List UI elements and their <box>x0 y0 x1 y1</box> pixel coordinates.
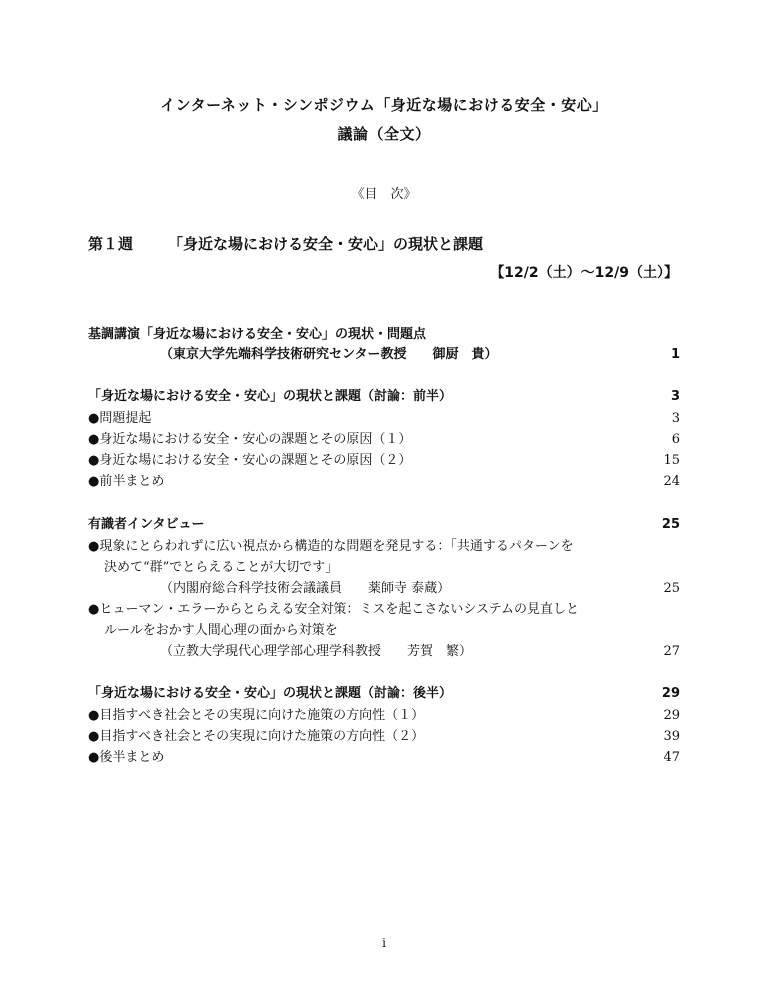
toc-entry-label: ●後半まとめ <box>88 750 165 765</box>
toc-entry <box>88 728 680 746</box>
week-heading <box>88 233 483 254</box>
interview-1-page: 25 <box>663 581 680 596</box>
keynote-title-line <box>88 326 680 344</box>
first-half-page: 3 <box>670 389 680 404</box>
toc-entry-label: ●問題提起 <box>88 411 152 426</box>
keynote-page: 1 <box>670 347 680 362</box>
toc-entry <box>88 749 680 767</box>
toc-entry-label: ●前半まとめ <box>88 474 165 489</box>
interview-1-line-2 <box>88 559 680 577</box>
toc-entry-label: ●目指すべき社会とその実現に向けた施策の方向性（１） <box>88 708 425 723</box>
toc-entry-page: 47 <box>663 750 680 765</box>
toc-entry <box>88 431 680 449</box>
toc-entry-page: 6 <box>671 432 680 447</box>
week-number: 第１週 <box>88 235 134 253</box>
second-half-page: 29 <box>661 686 680 701</box>
document-subtitle: 議論（全文） <box>337 125 431 143</box>
week-date-range: 【12/2（土）～12/9（土）】 <box>490 265 678 281</box>
interviews-title-line <box>88 516 680 534</box>
toc-label: 《目 次》 <box>351 187 417 202</box>
interview-2-title-1: ●ヒューマン・エラーからとらえる安全対策：ミスを起こさないシステムの見直しと <box>88 602 580 617</box>
first-half-title: 「身近な場における安全・安心」の現状と課題（討論：前半） <box>88 389 453 404</box>
toc-entry <box>88 410 680 428</box>
interview-2-page: 27 <box>663 644 680 659</box>
second-half-title: 「身近な場における安全・安心」の現状と課題（討論：後半） <box>88 686 453 701</box>
interviews-page: 25 <box>661 517 680 532</box>
keynote-title: 基調講演「身近な場における安全・安心」の現状・問題点 <box>88 327 427 342</box>
page-number: i <box>382 936 386 950</box>
keynote-speaker: （東京大学先端科学技術研究センター教授 御厨 貴） <box>160 347 498 362</box>
interview-1-title-2: 決めて“群”でとらえることが大切です」 <box>104 560 339 575</box>
toc-entry-label: ●身近な場における安全・安心の課題とその原因（２） <box>88 453 412 468</box>
toc-entry <box>88 473 680 491</box>
toc-entry-page: 29 <box>663 708 680 723</box>
interview-1-speaker: （内閣府総合科学技術会議議員 薬師寺 泰蔵） <box>160 581 451 596</box>
toc-entry-page: 3 <box>671 411 680 426</box>
second-half-title-line <box>88 685 680 703</box>
keynote-speaker-line <box>88 346 680 364</box>
toc-entry-label: ●目指すべき社会とその実現に向けた施策の方向性（２） <box>88 729 425 744</box>
toc-entry <box>88 707 680 725</box>
interviews-title: 有識者インタビュー <box>88 517 205 532</box>
interview-2-speaker: （立教大学現代心理学部心理学科教授 芳賀 繁） <box>160 644 473 659</box>
interview-1-speaker-line <box>88 580 680 598</box>
interview-1-line-1 <box>88 538 680 556</box>
toc-entry <box>88 452 680 470</box>
first-half-title-line <box>88 388 680 406</box>
toc-entry-page: 15 <box>663 453 680 468</box>
week-title: 「身近な場における安全・安心」の現状と課題 <box>168 235 484 253</box>
interview-2-title-2: ルールをおかす人間心理の面から対策を <box>104 623 338 638</box>
toc-entry-page: 24 <box>663 474 680 489</box>
interview-2-line-1 <box>88 601 680 619</box>
document-title: インターネット・シンポジウム「身近な場における安全・安心」 <box>160 96 608 114</box>
interview-1-title-1: ●現象にとらわれずに広い視点から構造的な問題を発見する：「共通するパターンを <box>88 539 574 554</box>
toc-entry-label: ●身近な場における安全・安心の課題とその原因（１） <box>88 432 412 447</box>
interview-2-speaker-line <box>88 643 680 661</box>
interview-2-line-2 <box>88 622 680 640</box>
toc-entry-page: 39 <box>663 729 680 744</box>
